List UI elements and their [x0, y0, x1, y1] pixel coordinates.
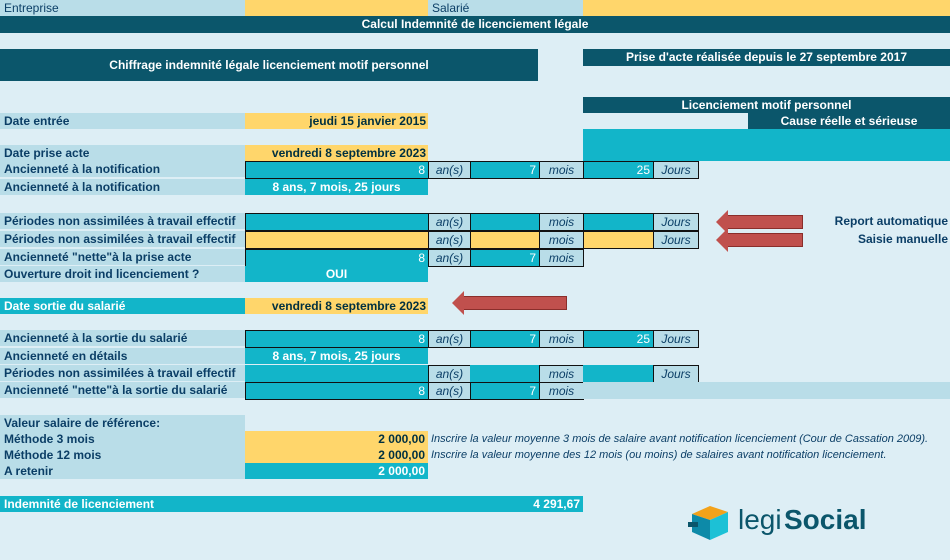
date-entree-label: Date entrée	[0, 113, 245, 129]
date-entree-field[interactable]: jeudi 15 janvier 2015	[245, 113, 428, 129]
anc-sortie-label: Ancienneté à la sortie du salarié	[0, 330, 245, 346]
methode3-label: Méthode 3 mois	[0, 431, 245, 447]
anc-sortie-ans-value: 8	[245, 330, 429, 348]
periodes2-mois-unit: mois	[539, 231, 584, 249]
periodes3-ans-field	[245, 365, 429, 382]
anc-sortie-mois-value: 7	[470, 330, 540, 348]
anc-notif-mois-unit: mois	[539, 161, 584, 179]
entreprise-label: Entreprise	[0, 0, 245, 16]
legisocial-logo	[686, 500, 906, 544]
periodes2-label: Périodes non assimilées à travail effectif	[0, 231, 245, 247]
anc-nette-acte-ans-unit: an(s)	[428, 249, 471, 267]
anc-nette-acte-mois-value: 7	[470, 249, 540, 267]
cause-reelle-header: Cause réelle et sérieuse	[748, 113, 950, 129]
periodes1-jours-field	[583, 213, 654, 231]
periodes3-mois-unit: mois	[539, 365, 584, 383]
licenciement-motif-header: Licenciement motif personnel	[583, 97, 950, 113]
anc-notif-ans-value: 8	[245, 161, 429, 179]
salarie-label: Salarié	[428, 0, 583, 16]
prise-acte-banner: Prise d'acte réalisée depuis le 27 septembre 2017	[583, 49, 950, 66]
periodes2-jours-input[interactable]	[583, 231, 654, 249]
arrow-left-icon	[727, 233, 803, 247]
periodes1-jours-unit: Jours	[653, 213, 699, 231]
ouverture-value: OUI	[245, 266, 428, 282]
salarie-input[interactable]	[583, 0, 950, 16]
anc-nette-sortie-ans-unit: an(s)	[428, 382, 471, 400]
anc-nette-sortie-filler	[583, 382, 950, 399]
periodes1-label: Périodes non assimilées à travail effectif	[0, 213, 245, 229]
methode12-label: Méthode 12 mois	[0, 447, 245, 463]
logo-text-legi: legi	[738, 504, 782, 535]
anc-details-value: 8 ans, 7 mois, 25 jours	[245, 348, 428, 364]
entreprise-input[interactable]	[245, 0, 428, 16]
anc-details-label: Ancienneté en détails	[0, 348, 245, 364]
periodes2-ans-input[interactable]	[245, 231, 429, 249]
anc-nette-sortie-label: Ancienneté "nette"à la sortie du salarié	[0, 382, 245, 398]
ouverture-label: Ouverture droit ind licenciement ?	[0, 266, 245, 282]
anc-nette-acte-mois-unit: mois	[539, 249, 584, 267]
methode12-input[interactable]: 2 000,00	[245, 447, 428, 463]
date-prise-acte-field[interactable]: vendredi 8 septembre 2023	[245, 145, 428, 161]
logo-text-social: Social	[784, 504, 867, 535]
anc-sortie-jours-unit: Jours	[653, 330, 699, 348]
arrow-left-icon	[727, 215, 803, 229]
date-prise-acte-label: Date prise acte	[0, 145, 245, 161]
periodes3-ans-unit: an(s)	[428, 365, 471, 383]
periodes1-mois-field	[470, 213, 540, 231]
anc-notif-jours-value: 25	[583, 161, 654, 179]
right-cyan-block	[583, 129, 950, 161]
anc-notif2-value: 8 ans, 7 mois, 25 jours	[245, 179, 428, 195]
periodes2-mois-input[interactable]	[470, 231, 540, 249]
arrow-left-icon	[463, 296, 567, 310]
anc-sortie-jours-value: 25	[583, 330, 654, 348]
date-sortie-label: Date sortie du salarié	[0, 298, 245, 314]
anc-nette-sortie-mois-unit: mois	[539, 382, 584, 400]
indemnite-value: 4 291,67	[428, 496, 583, 512]
page-title: Calcul Indemnité de licenciement légale	[0, 16, 950, 33]
valeur-ref-label: Valeur salaire de référence:	[0, 415, 245, 431]
retenir-value: 2 000,00	[245, 463, 428, 479]
periodes2-jours-unit: Jours	[653, 231, 699, 249]
chiffrage-banner: Chiffrage indemnité légale licenciement motif personnel	[0, 49, 538, 81]
anc-nette-acte-label: Ancienneté "nette"à la prise acte	[0, 249, 245, 265]
retenir-label: A retenir	[0, 463, 245, 479]
periodes1-mois-unit: mois	[539, 213, 584, 231]
methode3-note: Inscrire la valeur moyenne 3 mois de salaire avant notification licenciement (Cour de Cassation 2009).	[431, 433, 929, 445]
methode3-input[interactable]: 2 000,00	[245, 431, 428, 447]
periodes3-label: Périodes non assimilées à travail effectif	[0, 365, 245, 381]
periodes3-mois-field	[470, 365, 540, 382]
anc-nette-sortie-ans-value: 8	[245, 382, 429, 400]
anc-notif-mois-value: 7	[470, 161, 540, 179]
indemnite-label: Indemnité de licenciement	[0, 496, 428, 512]
periodes3-jours-field	[583, 365, 654, 382]
saisie-manuelle-label: Saisie manuelle	[857, 232, 948, 246]
periodes2-ans-unit: an(s)	[428, 231, 471, 249]
anc-sortie-mois-unit: mois	[539, 330, 584, 348]
anc-nette-sortie-mois-value: 7	[470, 382, 540, 400]
periodes3-jours-unit: Jours	[653, 365, 699, 383]
anc-nette-acte-ans-value: 8	[245, 249, 429, 267]
date-sortie-field[interactable]: vendredi 8 septembre 2023	[245, 298, 428, 314]
anc-notif-label: Ancienneté à la notification	[0, 161, 245, 177]
methode12-note: Inscrire la valeur moyenne des 12 mois (ou moins) de salaires avant notification licenciement.	[431, 449, 887, 461]
anc-notif2-label: Ancienneté à la notification	[0, 179, 245, 195]
anc-sortie-ans-unit: an(s)	[428, 330, 471, 348]
periodes1-ans-field	[245, 213, 429, 231]
periodes1-ans-unit: an(s)	[428, 213, 471, 231]
anc-notif-jours-unit: Jours	[653, 161, 699, 179]
anc-notif-ans-unit: an(s)	[428, 161, 471, 179]
report-automatique-label: Report automatique	[834, 214, 948, 228]
cube-logo-icon	[686, 500, 734, 542]
